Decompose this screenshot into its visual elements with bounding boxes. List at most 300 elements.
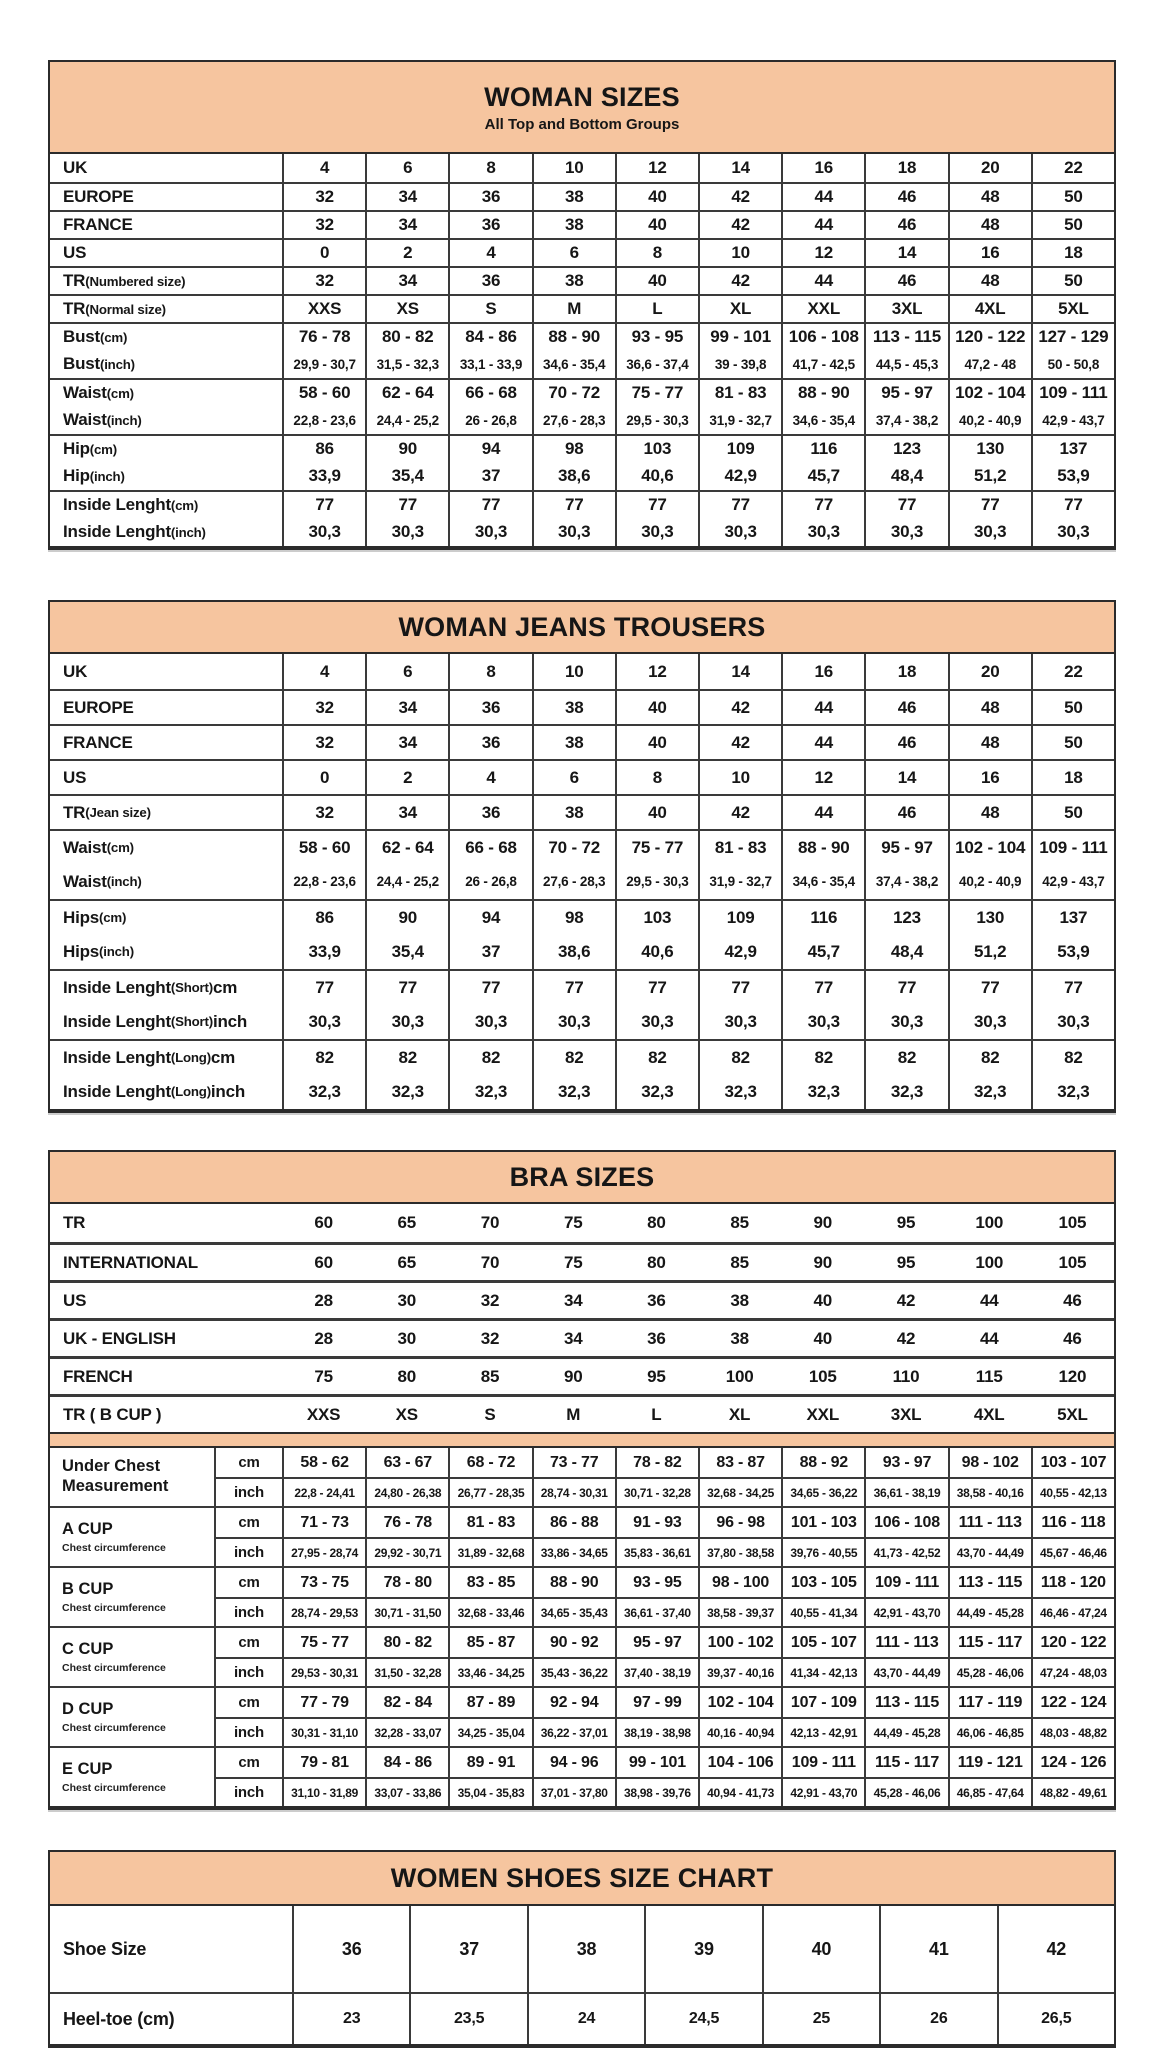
size-value-cell: 32 xyxy=(282,726,365,759)
size-value-cell: 95 - 97 xyxy=(864,380,947,406)
size-value-cell: 31,9 - 32,7 xyxy=(698,864,781,899)
size-value-cell: 44,49 - 45,28 xyxy=(864,1717,947,1746)
size-value-cell: 118 - 120 xyxy=(1031,1568,1114,1597)
size-value-cell: 82 xyxy=(448,1041,531,1074)
size-value-cell: 22 xyxy=(1031,654,1114,689)
size-value-cell: 48,82 - 49,61 xyxy=(1031,1777,1114,1806)
size-value-cell: 34 xyxy=(563,1290,583,1310)
row-label: Hips (cm) xyxy=(63,907,127,927)
size-value-cell: 82 xyxy=(365,1041,448,1074)
size-value-cell: 35,04 - 35,83 xyxy=(448,1777,531,1806)
size-value-cell: 116 xyxy=(781,436,864,462)
cup-name: B CUP xyxy=(62,1580,114,1599)
size-value-cell: 28,74 - 30,31 xyxy=(532,1477,615,1506)
size-value-cell: 40,55 - 41,34 xyxy=(781,1597,864,1626)
size-value-cell: 109 xyxy=(698,901,781,934)
size-value-cell: 40,94 - 41,73 xyxy=(698,1777,781,1806)
size-value-cell: 120 xyxy=(1058,1366,1087,1386)
size-value-cell: 34 xyxy=(563,1328,583,1348)
size-value-cell: 20 xyxy=(948,154,1031,182)
size-value-cell: 51,2 xyxy=(948,934,1031,969)
size-value-cell: 120 - 122 xyxy=(948,324,1031,350)
size-value-cell: 77 xyxy=(948,971,1031,1004)
size-value-cell: 30,3 xyxy=(282,1004,365,1039)
size-value-cell: 42,91 - 43,70 xyxy=(781,1777,864,1806)
table-title-bar xyxy=(50,62,1114,154)
size-value-cell: 34,6 - 35,4 xyxy=(532,350,615,378)
size-value-cell: 2 xyxy=(365,240,448,266)
table-row xyxy=(50,490,1114,518)
size-value-cell: 32 xyxy=(480,1290,500,1310)
row-label: Hip (cm) xyxy=(63,439,117,458)
size-value-cell: 127 - 129 xyxy=(1031,324,1114,350)
size-value-cell: 50 xyxy=(1031,796,1114,829)
cup-label xyxy=(50,1568,214,1626)
size-value-cell: 40 xyxy=(615,726,698,759)
size-value-cell: 48,03 - 48,82 xyxy=(1031,1717,1114,1746)
size-value-cell: 33,9 xyxy=(282,934,365,969)
unit-label: cm xyxy=(214,1448,282,1477)
size-value-cell: 77 xyxy=(448,971,531,1004)
size-value-cell: 16 xyxy=(781,154,864,182)
table-title: BRA SIZES xyxy=(509,1161,655,1192)
table-title-bar xyxy=(50,602,1114,654)
table-row xyxy=(50,322,1114,350)
table-row xyxy=(50,1204,1114,1242)
size-value-cell: 111 - 113 xyxy=(864,1628,947,1657)
size-value-cell: 38,6 xyxy=(532,462,615,490)
size-value-cell: 38,6 xyxy=(532,934,615,969)
size-value-cell: 89 - 91 xyxy=(448,1748,531,1777)
size-value-cell: 44,5 - 45,3 xyxy=(864,350,947,378)
size-value-cell: 99 - 101 xyxy=(698,324,781,350)
size-value-cell: 36 xyxy=(448,691,531,724)
size-value-cell: 16 xyxy=(948,240,1031,266)
row-label-detail: (inch) xyxy=(170,524,206,540)
size-value-cell: 39,37 - 40,16 xyxy=(698,1657,781,1686)
row-label: UK xyxy=(63,158,88,177)
size-value-cell: 32,3 xyxy=(448,1074,531,1109)
row-label: Bust (inch) xyxy=(63,354,135,373)
row-label: EUROPE xyxy=(63,187,134,206)
size-value-cell: 94 xyxy=(448,901,531,934)
size-value-cell: 65 xyxy=(397,1252,417,1272)
size-value-cell: 29,5 - 30,3 xyxy=(615,864,698,899)
size-value-cell: 50 xyxy=(1031,691,1114,724)
cup-group xyxy=(50,1626,1114,1686)
size-value-cell: 8 xyxy=(448,654,531,689)
size-value-cell: 42 xyxy=(997,1906,1114,1992)
cup-name: D CUP xyxy=(62,1700,114,1719)
row-label-detail: (cm) xyxy=(106,840,134,855)
size-value-cell: 43,70 - 44,49 xyxy=(948,1537,1031,1566)
size-value-cell: 88 - 92 xyxy=(781,1448,864,1477)
size-value-cell: 42,13 - 42,91 xyxy=(781,1717,864,1746)
size-value-cell: 44 xyxy=(781,796,864,829)
size-value-cell: 105 xyxy=(808,1366,837,1386)
table-row xyxy=(50,759,1114,794)
cup-group xyxy=(50,1506,1114,1566)
size-value-cell: 34 xyxy=(365,691,448,724)
size-value-cell: 12 xyxy=(781,240,864,266)
size-value-cell: 38 xyxy=(532,726,615,759)
size-value-cell: 75 - 77 xyxy=(282,1628,365,1657)
row-label-detail: (cm) xyxy=(106,385,134,401)
cup-sublabel: Chest circumference xyxy=(62,1721,166,1734)
size-value-cell: 5XL xyxy=(1057,1404,1088,1424)
size-value-cell: 93 - 97 xyxy=(864,1448,947,1477)
size-value-cell: 48 xyxy=(948,212,1031,238)
size-value-cell: 34 xyxy=(365,212,448,238)
table-row xyxy=(50,1074,1114,1109)
table-row xyxy=(50,654,1114,689)
size-value-cell: 73 - 77 xyxy=(532,1448,615,1477)
size-value-cell: 80 - 82 xyxy=(365,1628,448,1657)
size-value-cell: 30,3 xyxy=(448,518,531,546)
size-value-cell: 38 xyxy=(527,1906,644,1992)
cup-sublabel: Chest circumference xyxy=(62,1601,166,1614)
size-value-cell: 32 xyxy=(282,691,365,724)
size-value-cell: 100 - 102 xyxy=(698,1628,781,1657)
size-value-cell: XXS xyxy=(306,1404,341,1424)
row-label: TR (Numbered size) xyxy=(63,271,186,290)
size-value-cell: 85 xyxy=(730,1252,749,1272)
size-value-cell: 32,3 xyxy=(698,1074,781,1109)
size-value-cell: 81 - 83 xyxy=(448,1508,531,1537)
size-value-cell: 98 - 100 xyxy=(698,1568,781,1597)
row-label: Shoe Size xyxy=(63,1938,147,1959)
size-value-cell: 50 xyxy=(1031,184,1114,210)
size-value-cell: 40 xyxy=(615,184,698,210)
size-value-cell: 117 - 119 xyxy=(948,1688,1031,1717)
size-value-cell: 46,85 - 47,64 xyxy=(948,1777,1031,1806)
size-value-cell: 6 xyxy=(365,654,448,689)
size-value-cell: 30,3 xyxy=(864,518,947,546)
size-value-cell: 110 xyxy=(892,1366,920,1386)
unit-label: cm xyxy=(214,1628,282,1657)
size-value-cell: 50 - 50,8 xyxy=(1031,350,1114,378)
size-value-cell: 106 - 108 xyxy=(781,324,864,350)
size-value-cell: 109 - 111 xyxy=(864,1568,947,1597)
table-title: WOMEN SHOES SIZE CHART xyxy=(390,1862,774,1893)
size-value-cell: 39 xyxy=(644,1906,761,1992)
size-value-cell: 33,86 - 34,65 xyxy=(532,1537,615,1566)
size-value-cell: 25 xyxy=(762,1994,879,2044)
table-row xyxy=(50,434,1114,462)
unit-label: cm xyxy=(214,1688,282,1717)
cup-name: E CUP xyxy=(62,1760,113,1779)
size-value-cell: 34,6 - 35,4 xyxy=(781,864,864,899)
size-value-cell: 77 xyxy=(698,971,781,1004)
size-value-cell: 58 - 60 xyxy=(282,831,365,864)
size-value-cell: 12 xyxy=(615,654,698,689)
size-value-cell: 75 xyxy=(314,1366,333,1386)
size-value-cell: 80 - 82 xyxy=(365,324,448,350)
size-value-cell: 26 - 26,8 xyxy=(448,864,531,899)
row-label-detail: (Short) xyxy=(170,1014,213,1029)
size-value-cell: 32,3 xyxy=(615,1074,698,1109)
size-value-cell: 76 - 78 xyxy=(365,1508,448,1537)
size-value-cell: 5XL xyxy=(1031,296,1114,322)
table-row xyxy=(50,829,1114,864)
size-value-cell: 30,3 xyxy=(1031,518,1114,546)
size-value-cell: 22,8 - 23,6 xyxy=(282,864,365,899)
size-value-cell: 88 - 90 xyxy=(532,1568,615,1597)
size-value-cell: 27,95 - 28,74 xyxy=(282,1537,365,1566)
table-row xyxy=(50,210,1114,238)
size-value-cell: 75 - 77 xyxy=(615,831,698,864)
size-value-cell: 30,3 xyxy=(1031,1004,1114,1039)
size-value-cell: 40,2 - 40,9 xyxy=(948,864,1031,899)
size-value-cell: 40 xyxy=(813,1290,833,1310)
size-value-cell: 100 xyxy=(975,1213,1004,1232)
size-value-cell: 101 - 103 xyxy=(781,1508,864,1537)
size-value-cell: 85 xyxy=(480,1366,500,1386)
size-value-cell: 42 xyxy=(698,726,781,759)
size-value-cell: 36 xyxy=(292,1906,409,1992)
size-value-cell: 71 - 73 xyxy=(282,1508,365,1537)
unit-label: cm xyxy=(214,1748,282,1777)
size-value-cell: 105 xyxy=(1058,1252,1087,1272)
row-label-detail: (inch) xyxy=(106,412,142,428)
size-value-cell: 77 xyxy=(1031,971,1114,1004)
row-label-detail: (Numbered size) xyxy=(85,273,186,289)
size-value-cell: 35,4 xyxy=(365,934,448,969)
bra-sizes-table xyxy=(48,1150,1116,1810)
row-label-detail: (inch) xyxy=(99,944,134,959)
size-value-cell: 35,83 - 36,61 xyxy=(615,1537,698,1566)
size-value-cell: 23,5 xyxy=(409,1994,526,2044)
size-value-cell: 95 - 97 xyxy=(615,1628,698,1657)
size-value-cell: 105 xyxy=(1058,1213,1087,1232)
size-value-cell: 87 - 89 xyxy=(448,1688,531,1717)
size-value-cell: 16 xyxy=(948,761,1031,794)
size-value-cell: 120 - 122 xyxy=(1031,1628,1114,1657)
size-value-cell: 32,68 - 33,46 xyxy=(448,1597,531,1626)
size-value-cell: 115 xyxy=(975,1366,1003,1386)
size-value-cell: 30,3 xyxy=(532,518,615,546)
size-value-cell: 50 xyxy=(1031,212,1114,238)
cup-sublabel: Chest circumference xyxy=(62,1781,166,1794)
row-label: Inside Lenght (Long) inch xyxy=(63,1081,246,1101)
size-value-cell: 109 - 111 xyxy=(1031,380,1114,406)
size-value-cell: 37,4 - 38,2 xyxy=(864,406,947,434)
size-value-cell: 34 xyxy=(365,184,448,210)
row-label-detail: (cm) xyxy=(89,441,117,457)
size-value-cell: 105 - 107 xyxy=(781,1628,864,1657)
size-value-cell: 31,5 - 32,3 xyxy=(365,350,448,378)
size-value-cell: 40 xyxy=(615,691,698,724)
size-value-cell: 42 xyxy=(698,184,781,210)
size-value-cell: 137 xyxy=(1031,436,1114,462)
size-value-cell: 32,68 - 34,25 xyxy=(698,1477,781,1506)
size-value-cell: 65 xyxy=(397,1213,417,1232)
size-value-cell: 70 - 72 xyxy=(532,380,615,406)
size-value-cell: 34,6 - 35,4 xyxy=(781,406,864,434)
row-label: Inside Lenght (cm) xyxy=(63,495,199,514)
unit-label: inch xyxy=(214,1657,282,1686)
size-value-cell: 46 xyxy=(864,691,947,724)
size-value-cell: 32 xyxy=(282,796,365,829)
row-label: EUROPE xyxy=(63,697,134,717)
cup-group xyxy=(50,1448,1114,1506)
size-value-cell: 36 xyxy=(647,1328,666,1348)
size-value-cell: 124 - 126 xyxy=(1031,1748,1114,1777)
size-value-cell: 86 - 88 xyxy=(532,1508,615,1537)
row-label: TR xyxy=(63,1213,86,1232)
size-value-cell: 137 xyxy=(1031,901,1114,934)
size-value-cell: 30,3 xyxy=(448,1004,531,1039)
size-value-cell: 18 xyxy=(864,654,947,689)
size-value-cell: XL xyxy=(728,1404,751,1424)
unit-label: cm xyxy=(214,1508,282,1537)
row-label-detail: (Normal size) xyxy=(85,301,166,317)
size-value-cell: 113 - 115 xyxy=(948,1568,1031,1597)
size-value-cell: 29,92 - 30,71 xyxy=(365,1537,448,1566)
row-label: Inside Lenght (Short) inch xyxy=(63,1011,248,1031)
table-title: WOMAN JEANS TROUSERS xyxy=(398,611,766,642)
size-value-cell: 47,24 - 48,03 xyxy=(1031,1657,1114,1686)
size-value-cell: 30 xyxy=(397,1290,417,1310)
size-value-cell: 82 xyxy=(948,1041,1031,1074)
row-label: Waist (cm) xyxy=(63,383,134,402)
size-value-cell: 75 xyxy=(563,1213,583,1232)
size-value-cell: 90 xyxy=(365,436,448,462)
size-value-cell: 4XL xyxy=(973,1404,1005,1424)
size-value-cell: 22 xyxy=(1031,154,1114,182)
size-value-cell: 30,3 xyxy=(698,1004,781,1039)
size-value-cell: 10 xyxy=(698,761,781,794)
size-value-cell: 41,7 - 42,5 xyxy=(781,350,864,378)
table-row xyxy=(50,1004,1114,1039)
size-value-cell: 24,4 - 25,2 xyxy=(365,864,448,899)
size-value-cell: 36,22 - 37,01 xyxy=(532,1717,615,1746)
size-value-cell: 95 xyxy=(647,1366,666,1386)
size-value-cell: 86 xyxy=(282,901,365,934)
size-value-cell: 81 - 83 xyxy=(698,831,781,864)
size-value-cell: 40 xyxy=(615,268,698,294)
table-subtitle: All Top and Bottom Groups xyxy=(484,115,680,133)
size-value-cell: 82 xyxy=(864,1041,947,1074)
size-value-cell: 77 xyxy=(781,492,864,518)
size-value-cell: 46 xyxy=(1063,1328,1082,1348)
size-value-cell: 60 xyxy=(314,1252,333,1272)
size-value-cell: 95 xyxy=(896,1252,916,1272)
size-value-cell: 26 xyxy=(879,1994,996,2044)
size-value-cell: 42 xyxy=(896,1290,916,1310)
size-value-cell: 31,10 - 31,89 xyxy=(282,1777,365,1806)
size-value-cell: 37,40 - 38,19 xyxy=(615,1657,698,1686)
size-value-cell: 6 xyxy=(532,761,615,794)
table-row xyxy=(50,794,1114,829)
size-value-cell: S xyxy=(484,1404,496,1424)
size-value-cell: 41,73 - 42,52 xyxy=(864,1537,947,1566)
size-value-cell: XXL xyxy=(781,296,864,322)
size-value-cell: 90 - 92 xyxy=(532,1628,615,1657)
size-value-cell: 70 xyxy=(480,1252,500,1272)
size-value-cell: 93 - 95 xyxy=(615,324,698,350)
size-value-cell: 37,4 - 38,2 xyxy=(864,864,947,899)
size-value-cell: 30,3 xyxy=(615,1004,698,1039)
unit-label: inch xyxy=(214,1537,282,1566)
size-value-cell: 30,71 - 32,28 xyxy=(615,1477,698,1506)
size-value-cell: 26 - 26,8 xyxy=(448,406,531,434)
size-value-cell: 91 - 93 xyxy=(615,1508,698,1537)
size-value-cell: 38,98 - 39,76 xyxy=(615,1777,698,1806)
size-value-cell: 45,28 - 46,06 xyxy=(948,1657,1031,1686)
size-value-cell: 42 xyxy=(698,212,781,238)
size-value-cell: 77 xyxy=(532,971,615,1004)
size-value-cell: 33,1 - 33,9 xyxy=(448,350,531,378)
size-value-cell: 24,5 xyxy=(644,1994,761,2044)
size-value-cell: 123 xyxy=(864,901,947,934)
size-value-cell: 26,77 - 28,35 xyxy=(448,1477,531,1506)
size-value-cell: 77 xyxy=(864,492,947,518)
size-value-cell: 42 xyxy=(896,1328,916,1348)
size-value-cell: 77 xyxy=(698,492,781,518)
size-value-cell: 37 xyxy=(448,462,531,490)
cup-label xyxy=(50,1508,214,1566)
size-value-cell: 27,6 - 28,3 xyxy=(532,864,615,899)
size-value-cell: 53,9 xyxy=(1031,462,1114,490)
size-value-cell: 30,3 xyxy=(781,518,864,546)
size-value-cell: 8 xyxy=(615,761,698,794)
size-value-cell: 90 xyxy=(813,1213,833,1232)
row-label: Waist (inch) xyxy=(63,410,142,429)
size-value-cell: 37 xyxy=(409,1906,526,1992)
size-value-cell: 18 xyxy=(864,154,947,182)
size-value-cell: 66 - 68 xyxy=(448,831,531,864)
size-value-cell: 94 - 96 xyxy=(532,1748,615,1777)
size-value-cell: 42 xyxy=(698,796,781,829)
size-value-cell: 102 - 104 xyxy=(948,380,1031,406)
row-label: TR (Jean size) xyxy=(63,802,151,822)
size-value-cell: 82 xyxy=(781,1041,864,1074)
size-value-cell: 46 xyxy=(1063,1290,1082,1310)
size-value-cell: 4 xyxy=(282,154,365,182)
size-value-cell: 109 xyxy=(698,436,781,462)
size-value-cell: 32,3 xyxy=(864,1074,947,1109)
size-value-cell: 4XL xyxy=(948,296,1031,322)
size-value-cell: 41,34 - 42,13 xyxy=(781,1657,864,1686)
size-value-cell: 33,9 xyxy=(282,462,365,490)
size-value-cell: 29,9 - 30,7 xyxy=(282,350,365,378)
cup-name: Under Chest Measurement xyxy=(62,1457,169,1495)
cup-sublabel: Chest circumference xyxy=(62,1541,166,1554)
size-value-cell: 100 xyxy=(725,1366,754,1386)
size-value-cell: 42 xyxy=(698,268,781,294)
size-value-cell: 51,2 xyxy=(948,462,1031,490)
size-value-cell: 80 xyxy=(647,1252,666,1272)
size-value-cell: 111 - 113 xyxy=(948,1508,1031,1537)
size-value-cell: 6 xyxy=(532,240,615,266)
row-label: Inside Lenght (inch) xyxy=(63,522,206,541)
table-row xyxy=(50,724,1114,759)
size-value-cell: 113 - 115 xyxy=(864,324,947,350)
size-value-cell: 98 - 102 xyxy=(948,1448,1031,1477)
size-value-cell: 41 xyxy=(879,1906,996,1992)
size-value-cell: 46 xyxy=(864,726,947,759)
table-row xyxy=(50,899,1114,934)
size-value-cell: 46 xyxy=(864,268,947,294)
size-value-cell: 96 - 98 xyxy=(698,1508,781,1537)
size-value-cell: 32 xyxy=(282,212,365,238)
size-value-cell: 36 xyxy=(647,1290,666,1310)
size-value-cell: 10 xyxy=(532,154,615,182)
size-value-cell: 38 xyxy=(532,268,615,294)
size-value-cell: 3XL xyxy=(890,1404,922,1424)
size-value-cell: 32,3 xyxy=(781,1074,864,1109)
